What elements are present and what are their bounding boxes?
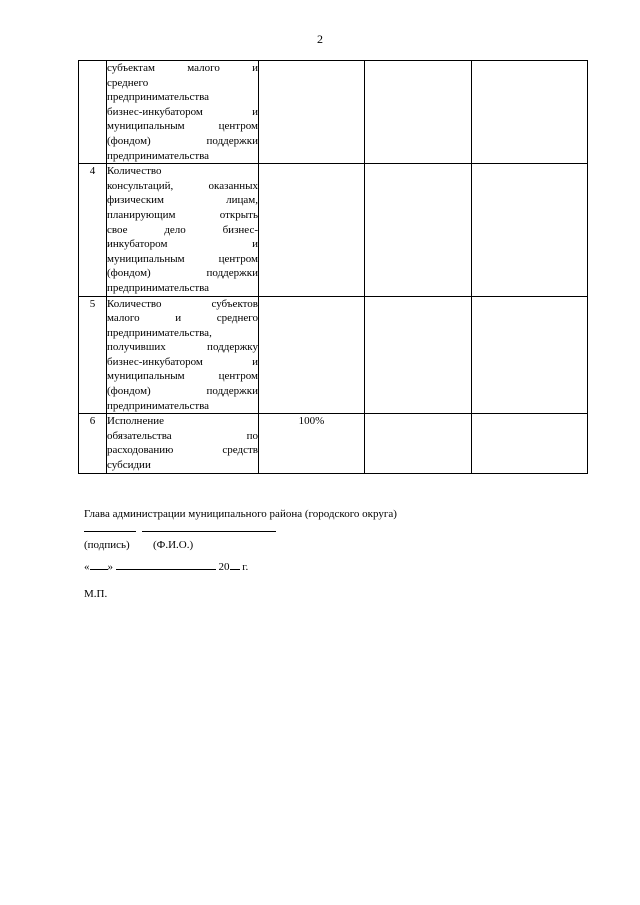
description-line: предпринимательства <box>107 91 210 104</box>
row-number <box>79 61 107 164</box>
planned-value-cell: 100% <box>259 414 365 473</box>
actual-value-cell <box>365 296 472 414</box>
description-line: предпринимательства, <box>107 326 212 339</box>
indicator-description <box>107 296 259 414</box>
description-line: (фондом) поддержки <box>107 134 258 147</box>
row-number: 6 <box>79 414 107 473</box>
description-line: (фондом) поддержки <box>107 267 258 280</box>
description-line: получивших поддержку <box>107 341 258 354</box>
description-line: Количество <box>107 165 162 178</box>
year-suffix: г. <box>242 561 249 573</box>
month-blank <box>116 559 216 570</box>
date-close-quote: » <box>107 561 113 573</box>
signature-title: Глава администрации муниципального района (городского округа) <box>84 508 397 520</box>
row-number: 4 <box>79 164 107 296</box>
description-line: инкубатором и <box>107 238 258 251</box>
description-line: муниципальным центром <box>107 370 258 383</box>
note-cell <box>472 414 588 473</box>
indicator-description <box>107 164 259 296</box>
day-blank <box>90 559 108 570</box>
description-line: субъектам малого и <box>107 62 258 74</box>
description-line: расходованию средств <box>107 444 258 457</box>
table-row <box>79 61 588 164</box>
planned-value-cell <box>259 61 365 164</box>
description-line: бизнес-инкубатором и <box>107 355 258 368</box>
row-number: 5 <box>79 296 107 414</box>
description-line: свое дело бизнес- <box>107 223 258 236</box>
signature-caption: (подпись) <box>84 539 130 551</box>
description-line: Исполнение <box>107 415 164 428</box>
note-cell <box>472 164 588 296</box>
description-line: физическим лицам, <box>107 194 258 207</box>
description-line: предпринимательства <box>107 281 210 294</box>
description-line: Количество субъектов <box>107 297 258 310</box>
date-open-quote: « <box>84 561 90 573</box>
planned-value-cell <box>259 164 365 296</box>
note-cell <box>472 61 588 164</box>
name-blank <box>142 521 276 532</box>
actual-value-cell <box>365 61 472 164</box>
description-line: (фондом) поддержки <box>107 385 258 398</box>
table-row <box>79 164 588 296</box>
description-line: предпринимательства <box>107 149 210 162</box>
date-line <box>84 559 248 575</box>
actual-value-cell <box>365 414 472 473</box>
table-row <box>79 296 588 414</box>
signature-blank <box>84 521 136 532</box>
name-caption: (Ф.И.О.) <box>153 539 194 551</box>
description-line: малого и среднего <box>107 312 258 325</box>
description-line: бизнес-инкубатором и <box>107 105 258 118</box>
description-line: среднего <box>107 76 149 89</box>
description-line: предпринимательства <box>107 399 210 412</box>
description-line: консультаций, оказанных <box>107 179 258 192</box>
page-number: 2 <box>317 32 323 46</box>
description-line: субсидии <box>107 459 151 472</box>
description-line: муниципальным центром <box>107 120 258 133</box>
description-line: планирующим открыть <box>107 208 258 221</box>
indicator-description <box>107 61 259 164</box>
table-row <box>79 414 588 473</box>
description-line: муниципальным центром <box>107 252 258 265</box>
note-cell <box>472 296 588 414</box>
indicators-table <box>78 60 588 474</box>
year-prefix: 20 <box>218 561 230 573</box>
planned-value-cell <box>259 296 365 414</box>
description-line: обязательства по <box>107 429 258 442</box>
stamp-place: М.П. <box>84 588 108 600</box>
year-blank <box>230 559 240 570</box>
actual-value-cell <box>365 164 472 296</box>
indicator-description <box>107 414 259 473</box>
